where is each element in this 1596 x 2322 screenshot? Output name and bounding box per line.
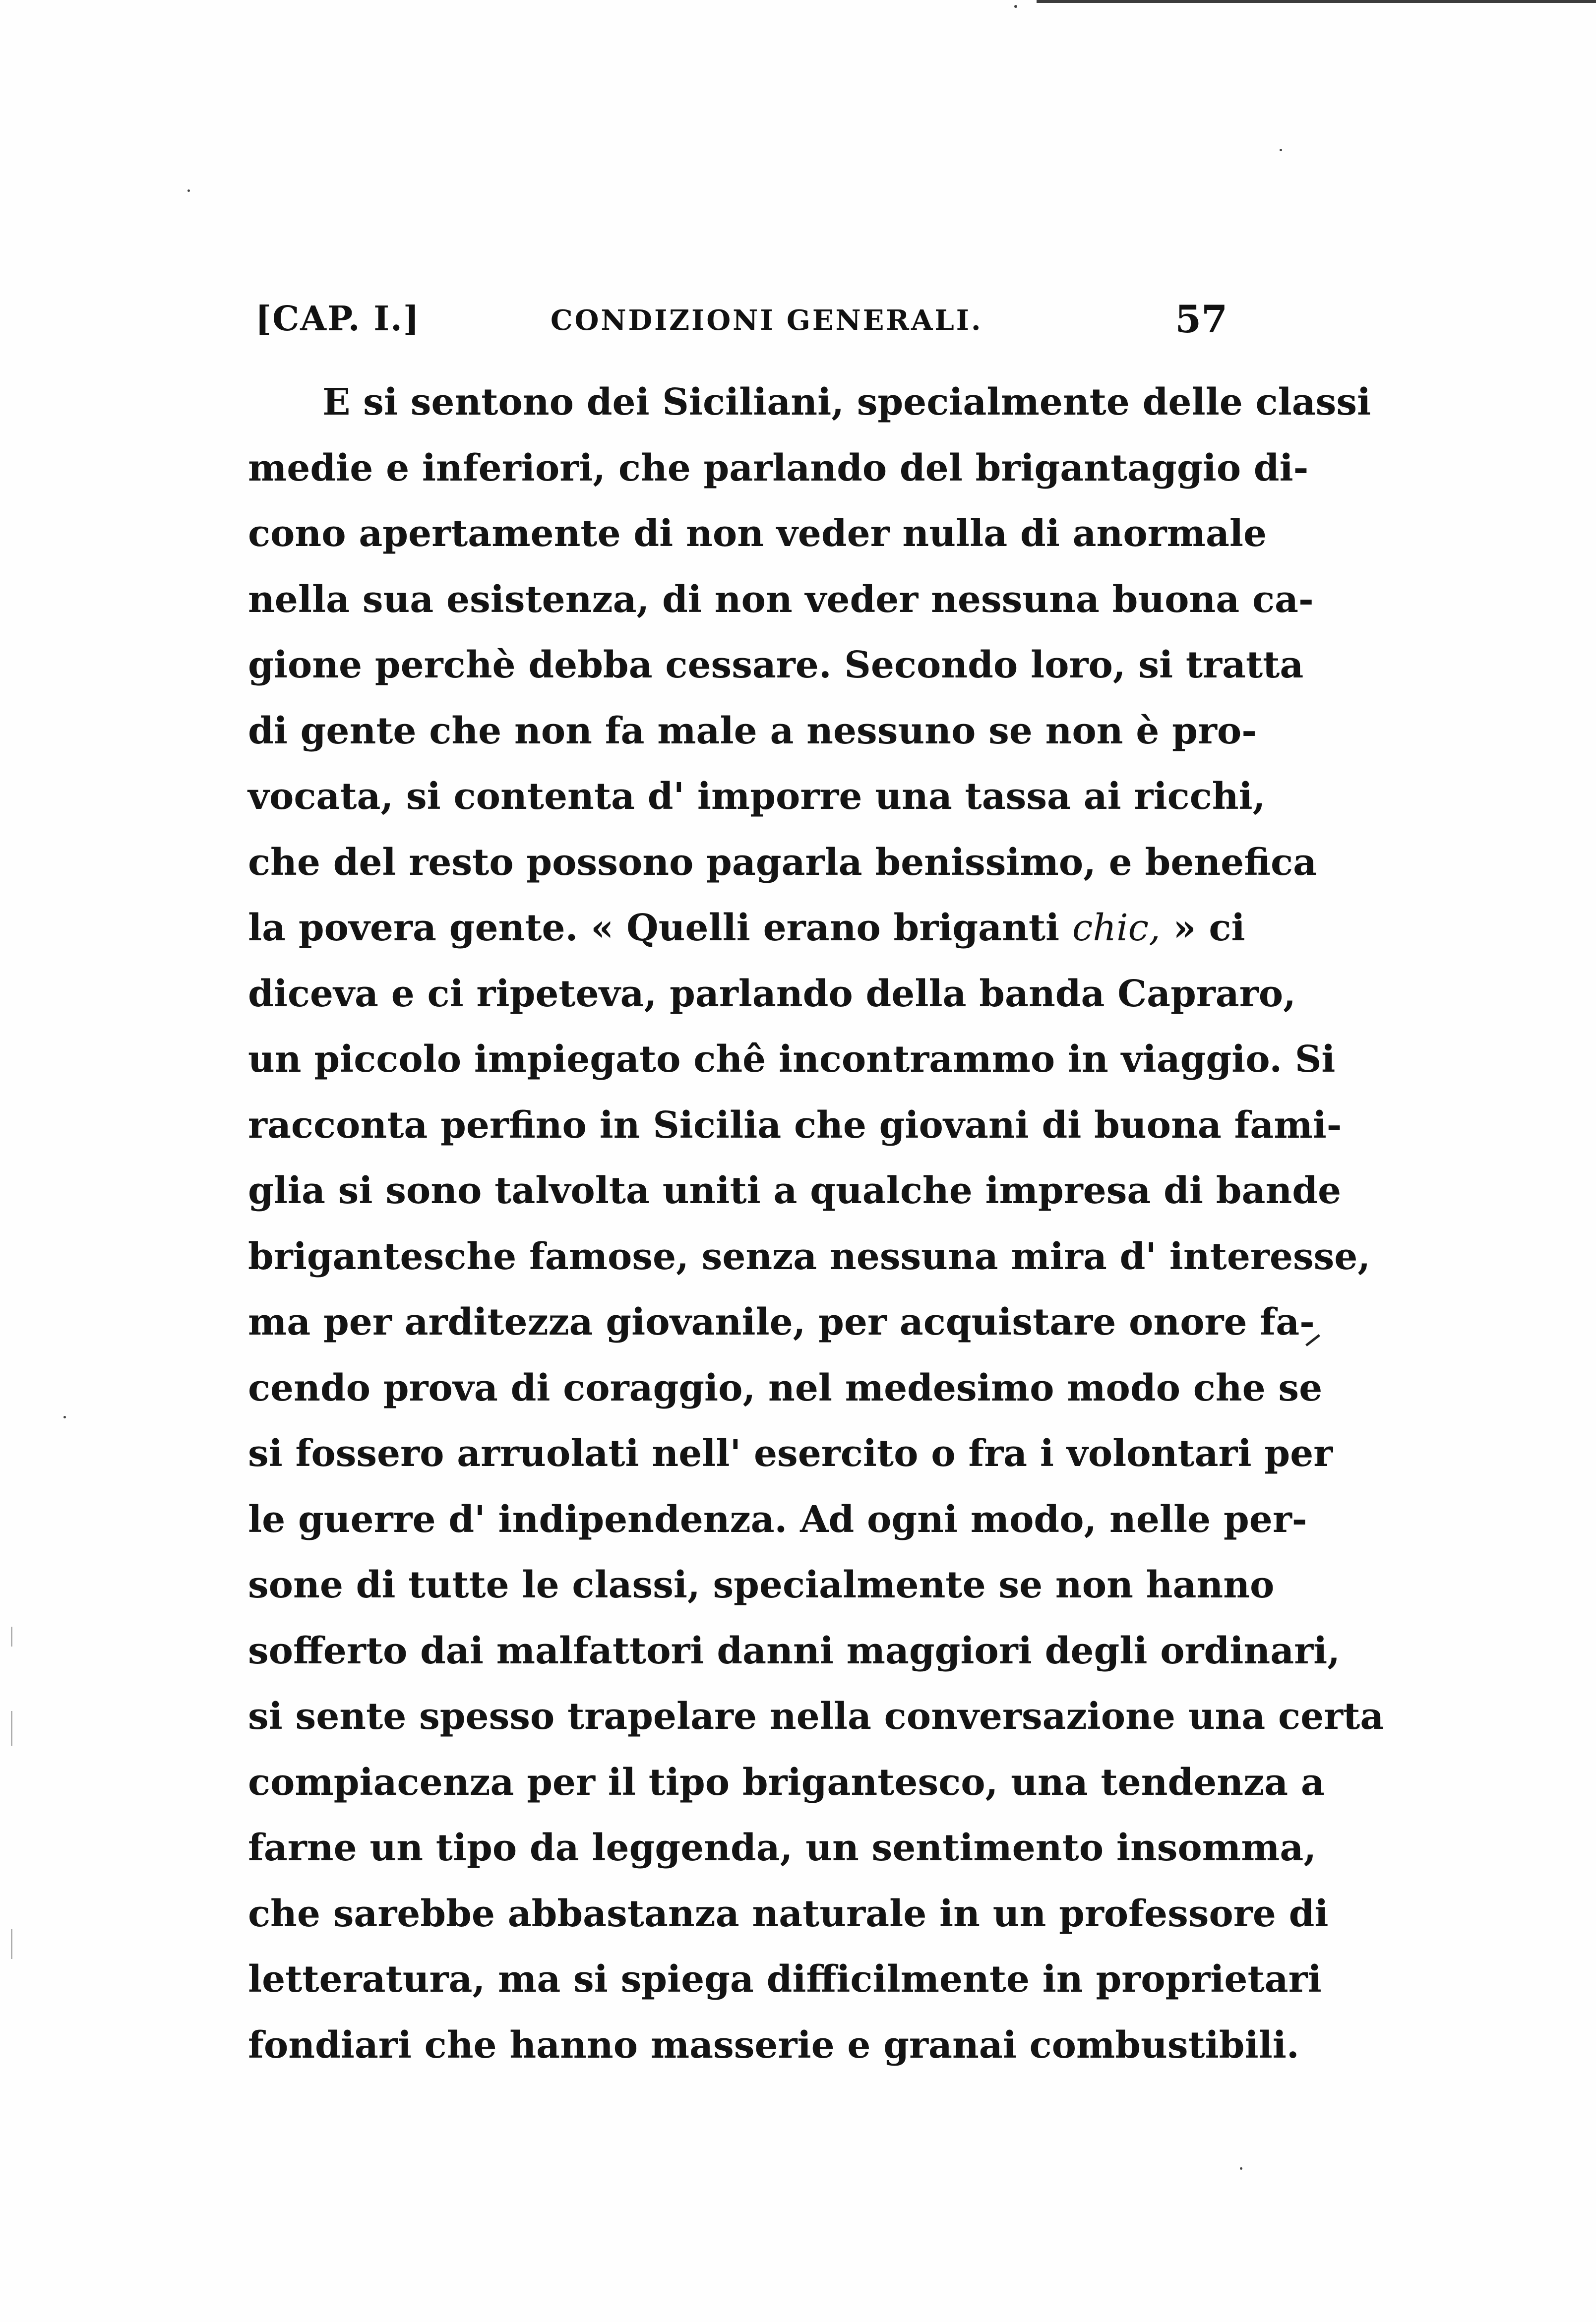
text-line: farne un tipo da leggenda, un sentimento insomma, xyxy=(248,1827,1317,1869)
text-line: di gente che non fa male a nessuno se non è pro- xyxy=(248,709,1257,752)
text-line: cono apertamente di non veder nulla di anormale xyxy=(248,512,1267,555)
gutter-mark xyxy=(11,1627,12,1647)
scan-speck xyxy=(187,189,190,192)
running-title: CONDIZIONI GENERALI. xyxy=(551,304,983,337)
scan-speck xyxy=(1240,2167,1242,2170)
text-line: compiacenza per il tipo brigantesco, una tendenza a xyxy=(248,1761,1325,1804)
running-head xyxy=(255,290,1228,345)
text-line: ma per arditezza giovanile, per acquistare onore fa- xyxy=(248,1301,1315,1344)
gutter-mark xyxy=(11,1929,12,1959)
page-number: 57 xyxy=(1175,297,1228,341)
gutter-mark xyxy=(11,1711,12,1746)
text-line: nella sua esistenza, di non veder nessuna buona ca- xyxy=(248,578,1314,621)
text-line: che del resto possono pagarla benissimo, e benefica xyxy=(248,841,1317,884)
text-line: medie e inferiori, che parlando del brigantaggio di- xyxy=(248,446,1309,489)
text-line: si sente spesso trapelare nella conversazione una certa xyxy=(248,1695,1384,1738)
text-run: la povera gente. « Quelli erano briganti xyxy=(248,907,1072,949)
text-line: brigantesche famose, senza nessuna mira d' interesse, xyxy=(248,1235,1371,1278)
text-line: diceva e ci ripeteva, parlando della banda Capraro, xyxy=(248,972,1296,1015)
text-line: sofferto dai malfattori danni maggiori degli ordinari, xyxy=(248,1629,1341,1672)
text-line xyxy=(248,895,1245,961)
text-run: » ci xyxy=(1160,907,1245,949)
text-line: racconta perfino in Sicilia che giovani di buona fami- xyxy=(248,1103,1342,1147)
text-line: glia si sono talvolta uniti a qualche impresa di bande xyxy=(248,1169,1342,1212)
text-line: E si sentono dei Siciliani, specialmente delle classi xyxy=(322,381,1371,424)
text-line: gione perchè debba cessare. Secondo loro, si tratta xyxy=(248,644,1304,686)
chapter-label: [CAP. I.] xyxy=(255,299,420,339)
text-line: fondiari che hanno masserie e granai combustibili. xyxy=(248,2023,1299,2067)
text-line: le guerre d' indipendenza. Ad ogni modo, nelle per- xyxy=(248,1498,1307,1541)
text-line: vocata, si contenta d' imporre una tassa ai ricchi, xyxy=(248,775,1266,818)
text-line: un piccolo impiegato chê incontrammo in viaggio. Si xyxy=(248,1038,1336,1081)
scan-edge-line xyxy=(1037,0,1596,3)
italic-word: chic, xyxy=(1072,907,1161,949)
scan-speck xyxy=(1014,5,1017,8)
text-line: letteratura, ma si spiega difficilmente in proprietari xyxy=(248,1958,1322,2001)
text-line: sone di tutte le classi, specialmente se non hanno xyxy=(248,1564,1275,1606)
scan-speck xyxy=(63,1416,66,1418)
text-line: si fossero arruolati nell' esercito o fra i volontari per xyxy=(248,1432,1333,1475)
text-line: che sarebbe abbastanza naturale in un professore di xyxy=(248,1892,1329,1935)
scan-speck xyxy=(1280,149,1282,151)
text-line: cendo prova di coraggio, nel medesimo modo che se xyxy=(248,1366,1323,1409)
body-text xyxy=(248,369,1384,2078)
